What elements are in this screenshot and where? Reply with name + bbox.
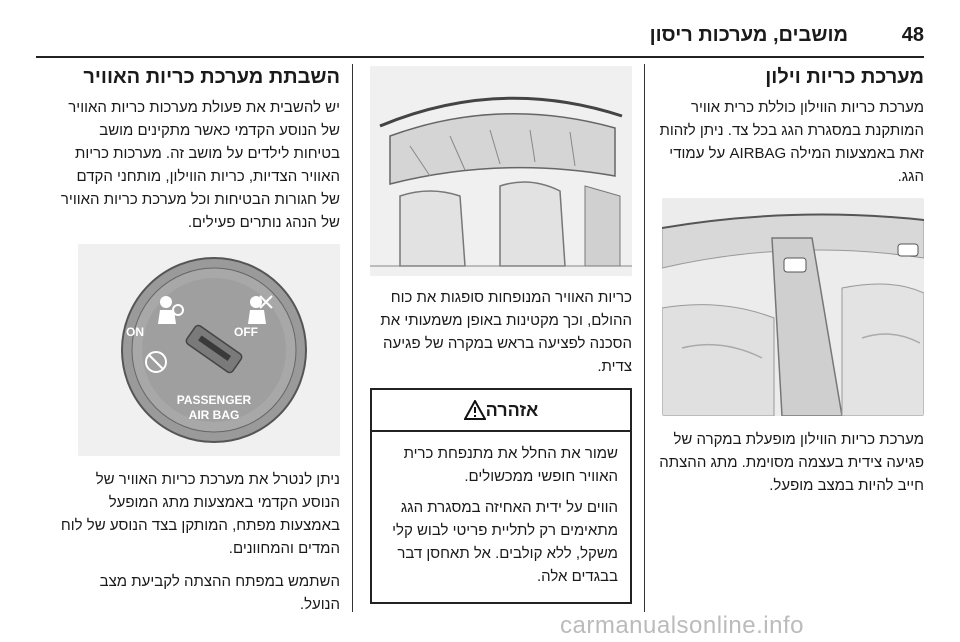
inflated-curtain-illustration <box>370 66 632 276</box>
column-divider-left <box>352 64 353 612</box>
switch-drawing <box>78 244 340 456</box>
page-header <box>0 0 960 60</box>
roof-pillar-illustration <box>662 198 924 416</box>
warning-triangle-icon <box>464 400 486 420</box>
right-column <box>646 64 924 507</box>
middle-column <box>370 64 632 604</box>
page-title: מושבים, מערכות ריסון <box>649 24 848 46</box>
curtain-airbag-function: כריות האוויר המנופחות סופגות את כוח ההולם, וכך מקטינות באופן משמעותי את הסכנה לפציעה בראש במקרה של פגיעה צדית. <box>380 289 632 375</box>
curtain-airbag-description: מערכת כריות הווילון כוללת כרית אוויר המותקנת במסגרת הגג בכל צד. ניתן לזהות זאת באמצעות המילה AIRBAG על עמודי הגג. <box>659 99 924 185</box>
switch-passenger-label: PASSENGER <box>176 393 252 407</box>
column-divider-right <box>644 64 645 612</box>
warning-box <box>370 388 632 604</box>
warning-body <box>372 432 630 602</box>
switch-off-label: OFF <box>234 325 258 339</box>
warning-text-2: הווים על ידית האחיזה במסגרת הגג מתאימים רק לתליית פריטי לבוש קלי משקל, ללא קולבים. אל תאחסן דבר בבגדים אלה. <box>392 499 618 585</box>
warning-text-1: שמור את החלל את מתנפחת כרית האוויר חופשי ממכשולים. <box>403 445 618 485</box>
switch-on-label: ON <box>126 325 144 339</box>
pillar-drawing <box>662 198 924 416</box>
header-divider <box>36 56 924 58</box>
page-number: 48 <box>901 24 924 46</box>
airbag-deactivation-heading: השבתת מערכת כריות האוויר <box>83 66 340 88</box>
airbag-deactivation-description: יש להשבית את פעולת מערכות כריות האוויר של הנוסע הקדמי כאשר מתקינים מושב בטיחות לילדים על מושב זה. מערכות כריות האוויר הצדיות, כריות הווילון, מותחני הקדם של חגורות הבטיחות וכל מערכת כריות האוויר של הנהג נותרים פעילים. <box>60 99 340 231</box>
curtain-airbag-heading: מערכת כריות וילון <box>765 66 924 88</box>
watermark: carmanualsonline.info <box>560 612 804 639</box>
warning-header <box>372 390 630 432</box>
airbag-switch-key-instruction: השתמש במפתח ההצתה לקביעת מצב הנועל. <box>99 573 340 613</box>
warning-title: אזהרה <box>485 399 539 420</box>
airbag-switch-description: ניתן לנטרל את מערכת כריות האוויר של הנוסע הקדמי באמצעות מתג המופעל באמצעות מפתח, המותקן בצד הנוסע של לוח המדים והמחוונים. <box>60 471 340 557</box>
switch-airbag-label: AIR BAG <box>188 408 240 422</box>
left-column <box>60 64 340 626</box>
cabin-drawing <box>370 66 632 276</box>
airbag-switch-illustration <box>78 244 340 456</box>
curtain-airbag-activation: מערכת כריות הווילון מופעלת במקרה של פגיעה צידית בעצמה מסוימת. מתג ההצתה חייב להיות במצב מופעל. <box>659 431 924 494</box>
